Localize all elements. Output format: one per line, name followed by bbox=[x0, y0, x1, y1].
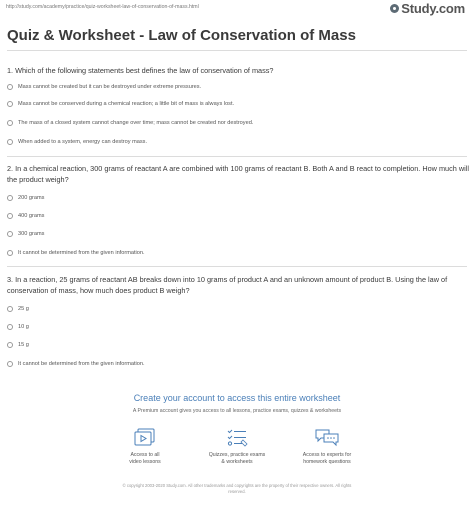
radio-button[interactable] bbox=[7, 306, 13, 312]
option-label: The mass of a closed system cannot change over time; mass cannot be created nor destroyed. bbox=[18, 120, 254, 126]
question-3-option-1[interactable] bbox=[7, 306, 29, 312]
question-3-option-4[interactable] bbox=[7, 361, 145, 367]
question-1-option-1[interactable] bbox=[7, 84, 201, 90]
feature-label: Access to experts for homework questions bbox=[302, 452, 352, 465]
radio-button[interactable] bbox=[7, 250, 13, 256]
radio-button[interactable] bbox=[7, 231, 13, 237]
option-label: It cannot be determined from the given information. bbox=[18, 250, 145, 256]
option-label: 300 grams bbox=[18, 231, 45, 237]
radio-button[interactable] bbox=[7, 84, 13, 90]
question-2-text: 2. In a chemical reaction, 300 grams of reactant A are combined with 100 grams of reactant B. Both A and B react to completion. How much will the product weigh? bbox=[7, 164, 469, 184]
copyright-line-1: © copyright 2003-2020 Study.com. All other trademarks and copyrights are the property of their respective owners. All rights bbox=[122, 483, 352, 488]
feature-video-lessons bbox=[105, 428, 185, 466]
study-logo[interactable] bbox=[390, 1, 465, 16]
option-label: When added to a system, energy can destroy mass. bbox=[18, 139, 148, 145]
radio-button[interactable] bbox=[7, 213, 13, 219]
option-label: Mass cannot be created but it can be destroyed under extreme pressures. bbox=[18, 84, 202, 90]
question-1-text: 1. Which of the following statements best defines the law of conservation of mass? bbox=[7, 66, 274, 75]
source-url: http://study.com/academy/practice/quiz-worksheet-law-of-conservation-of-mass.html bbox=[6, 4, 199, 10]
question-2-option-1[interactable] bbox=[7, 195, 44, 201]
logo-text: Study.com bbox=[401, 1, 465, 16]
option-label: It cannot be determined from the given information. bbox=[18, 361, 145, 367]
copyright-footer bbox=[0, 483, 474, 495]
feature-label: Quizzes, practice exams & worksheets bbox=[208, 452, 266, 465]
cta-subtitle: A Premium account gives you access to all lessons, practice exams, quizzes & worksheets bbox=[132, 408, 342, 414]
option-label: 400 grams bbox=[18, 213, 45, 219]
question-2-option-3[interactable] bbox=[7, 231, 44, 237]
question-3-option-2[interactable] bbox=[7, 324, 29, 330]
question-3-option-3[interactable] bbox=[7, 342, 29, 348]
feature-quizzes bbox=[197, 428, 277, 466]
question-3-text: 3. In a reaction, 25 grams of reactant AB breaks down into 10 grams of product A and an unknown amount of product B. Using the law of conservation of mass, how much does product B weigh? bbox=[7, 275, 448, 295]
cta-title[interactable]: Create your account to access this entire worksheet bbox=[133, 393, 341, 403]
feature-label: Access to all video lessons bbox=[129, 452, 161, 465]
radio-button[interactable] bbox=[7, 120, 13, 126]
video-lesson-icon bbox=[134, 428, 156, 448]
radio-button[interactable] bbox=[7, 139, 13, 145]
question-1-option-3[interactable] bbox=[7, 120, 253, 126]
option-label: Mass cannot be conserved during a chemical reaction; a little bit of mass is always lost. bbox=[18, 101, 235, 107]
radio-button[interactable] bbox=[7, 195, 13, 201]
title-divider bbox=[7, 50, 467, 51]
quiz-checklist-icon bbox=[226, 428, 248, 448]
feature-experts bbox=[287, 428, 367, 466]
expert-chat-icon bbox=[315, 428, 339, 448]
logo-mark-icon bbox=[390, 4, 399, 13]
option-label: 10 g bbox=[18, 324, 29, 330]
option-label: 25 g bbox=[18, 306, 29, 312]
question-divider bbox=[7, 266, 467, 267]
page-title: Quiz & Worksheet - Law of Conservation of Mass bbox=[7, 27, 356, 44]
question-divider bbox=[7, 156, 467, 157]
question-1-option-2[interactable] bbox=[7, 101, 234, 107]
option-label: 200 grams bbox=[18, 195, 45, 201]
radio-button[interactable] bbox=[7, 324, 13, 330]
question-1-option-4[interactable] bbox=[7, 139, 147, 145]
question-2-option-2[interactable] bbox=[7, 213, 44, 219]
page-header bbox=[0, 0, 474, 17]
option-label: 15 g bbox=[18, 342, 29, 348]
question-2-option-4[interactable] bbox=[7, 250, 145, 256]
radio-button[interactable] bbox=[7, 361, 13, 367]
copyright-line-2: reserved. bbox=[228, 489, 246, 494]
radio-button[interactable] bbox=[7, 101, 13, 107]
radio-button[interactable] bbox=[7, 342, 13, 348]
